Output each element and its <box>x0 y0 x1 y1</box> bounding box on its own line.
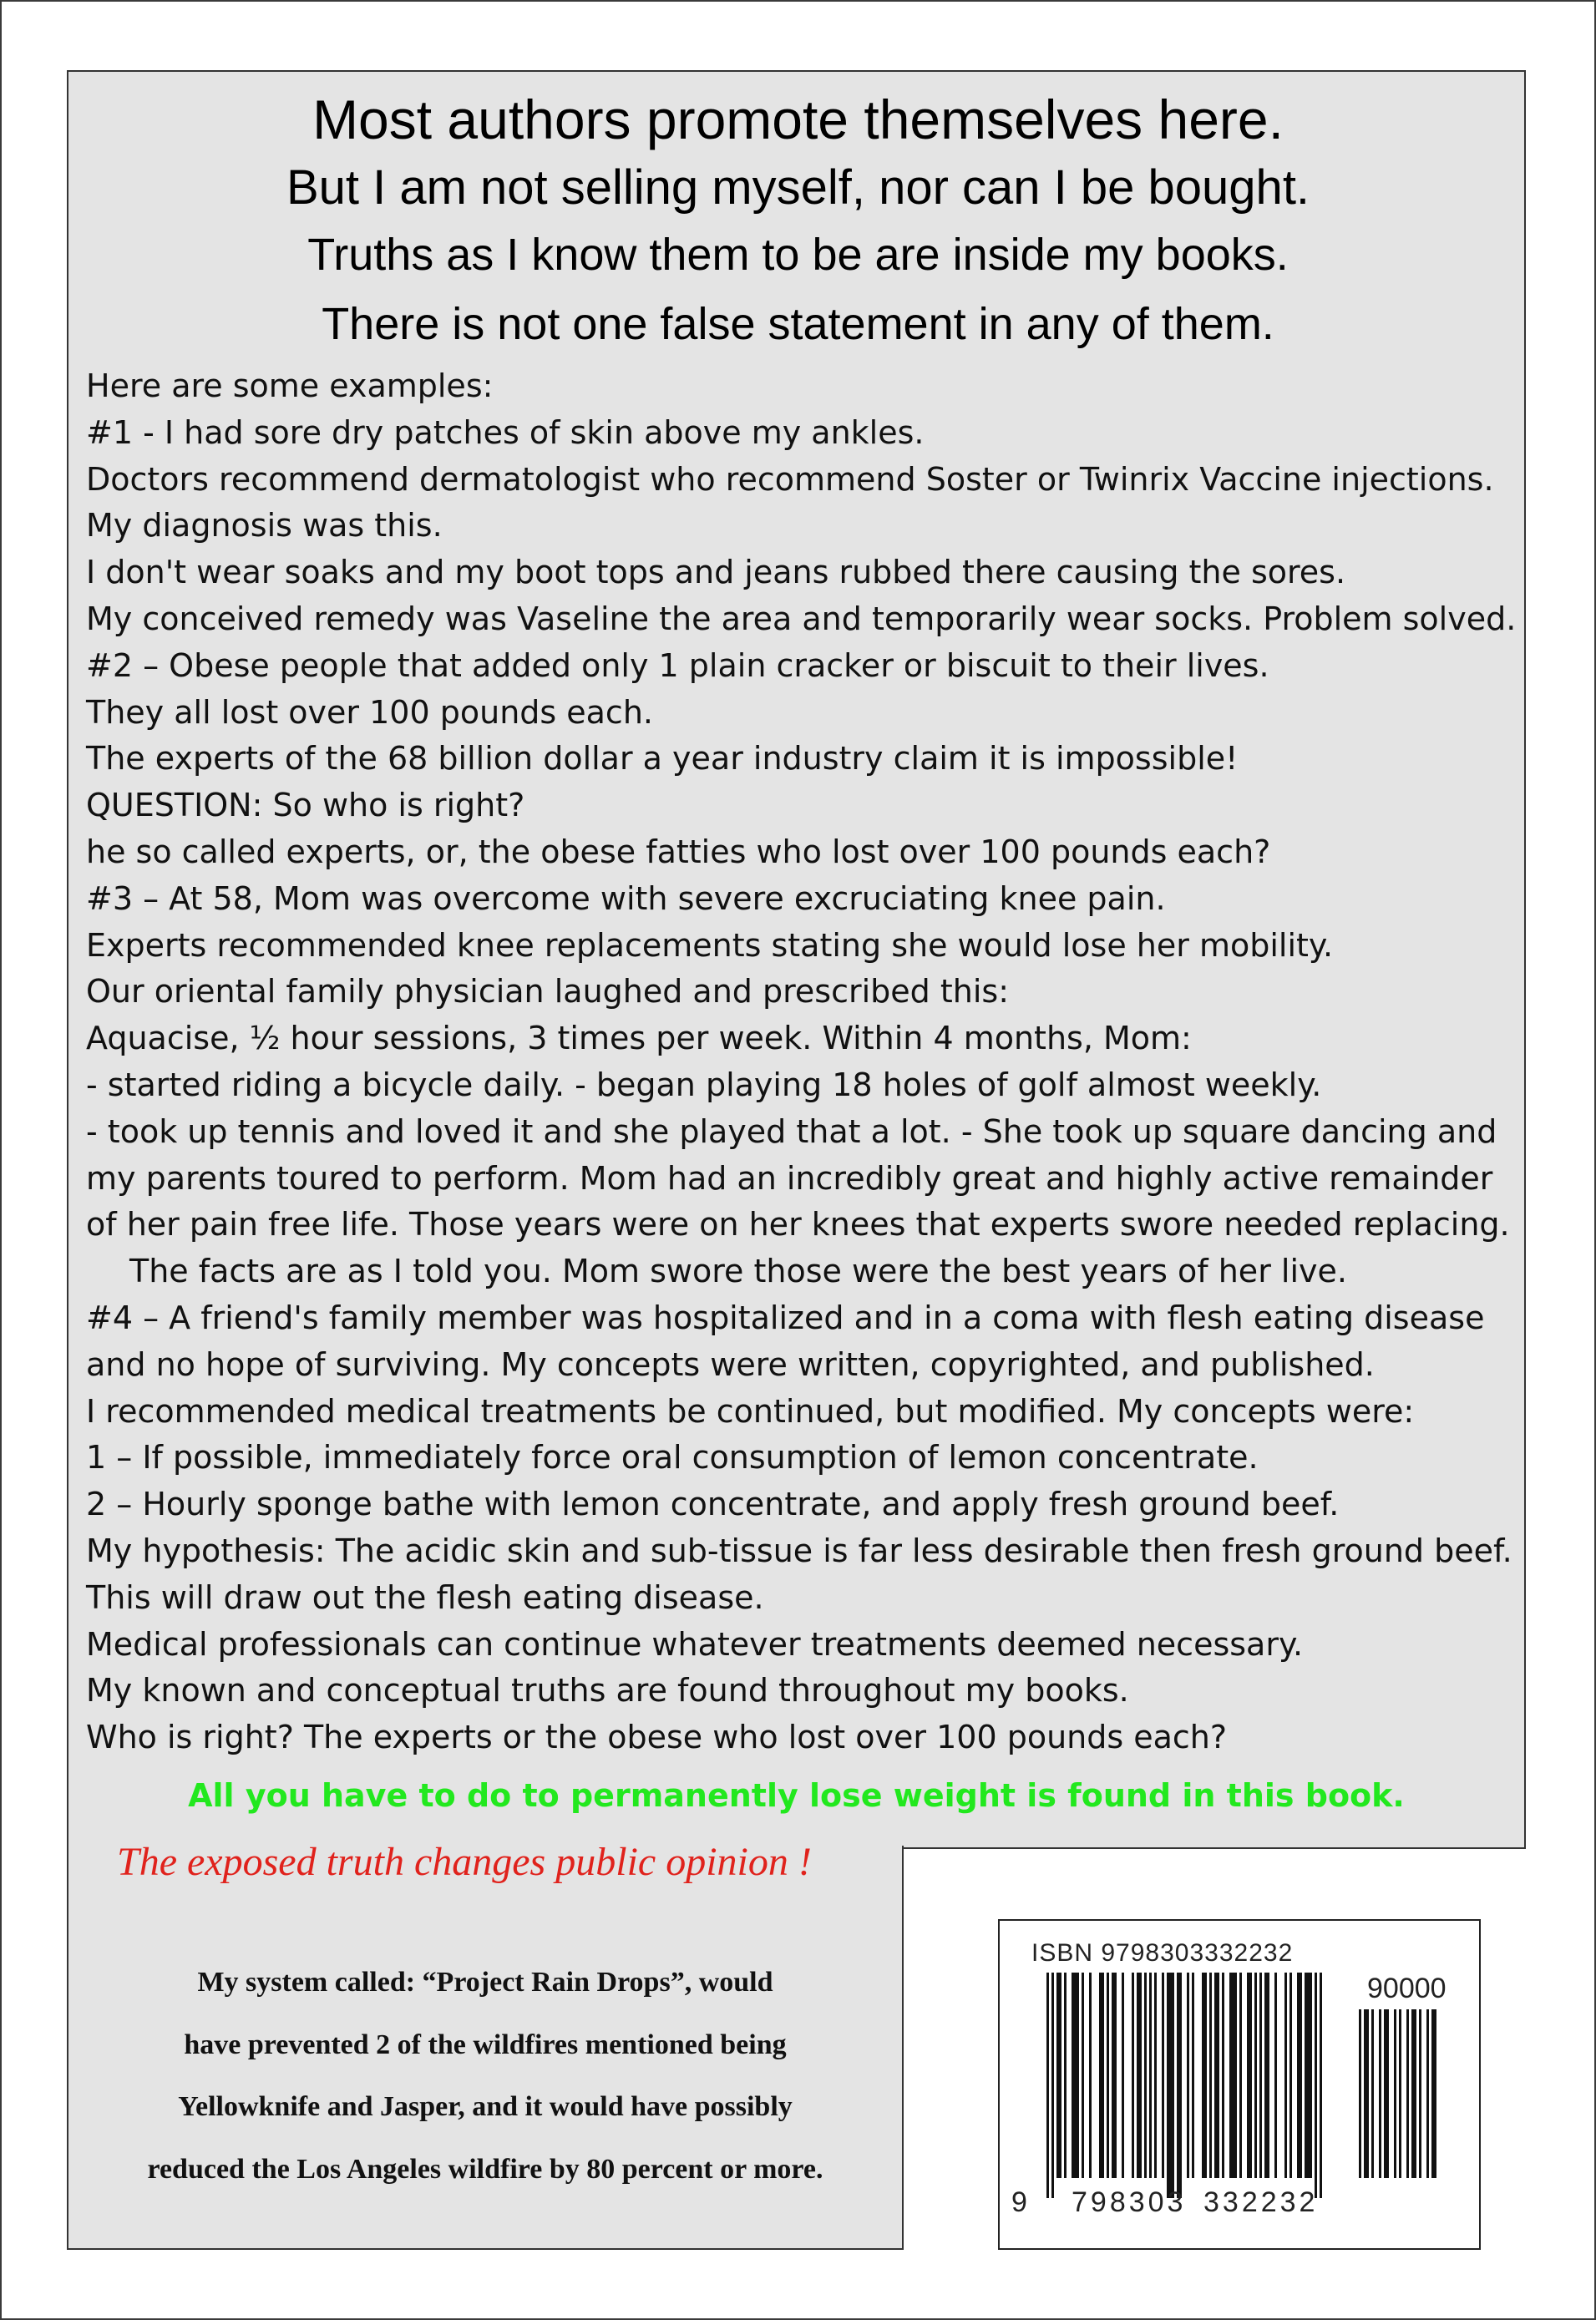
barcode-bar <box>1297 1973 1302 2178</box>
body-line: #2 – Obese people that added only 1 plain cracker or biscuit to their lives. <box>86 646 1269 684</box>
isbn-label: ISBN 9798303332232 <box>1031 1939 1294 1967</box>
barcode-bar <box>1247 1973 1252 2178</box>
barcode-bar <box>1202 1973 1207 2178</box>
barcode-bar <box>1064 1973 1067 2178</box>
body-line: my parents toured to perform. Mom had an incredibly great and highly active remainder <box>86 1159 1493 1197</box>
barcode-bar <box>1099 1973 1104 2178</box>
barcode-bar <box>1072 1973 1079 2178</box>
barcode-bar <box>1406 2009 1409 2178</box>
body-line: My known and conceptual truths are found throughout my books. <box>86 1672 1129 1710</box>
examples-text <box>86 363 1517 1761</box>
headline-3: Truths as I know them to be are inside my books. <box>307 230 1289 280</box>
barcode-bar <box>1056 1973 1061 2178</box>
body-line: Experts recommended knee replacements stating she would lose her mobility. <box>86 926 1334 964</box>
weight-loss-statement: All you have to do to permanently lose weight is found in this book. <box>188 1777 1405 1814</box>
barcode-bar <box>1122 1973 1124 2178</box>
barcode-bar <box>1149 1973 1152 2178</box>
barcode-bar <box>1082 1973 1084 2178</box>
barcode-bars-icon <box>1046 1973 1344 2198</box>
barcode-bar <box>1274 1973 1277 2178</box>
wildfire-paragraph <box>67 1952 904 2201</box>
barcode-bar <box>1426 2009 1429 2178</box>
body-line: #1 - I had sore dry patches of skin above my ankles. <box>86 413 925 451</box>
barcode-bar <box>1371 2009 1374 2178</box>
barcode-bar <box>1177 1973 1182 2198</box>
barcode-bar <box>1112 1973 1117 2178</box>
barcode-bar <box>1229 1973 1237 2178</box>
body-line: I don't wear soaks and my boot tops and jeans rubbed there causing the sores. <box>86 554 1346 591</box>
body-line: Medical professionals can continue whatever treatments deemed necessary. <box>86 1625 1304 1663</box>
barcode-addon-bars-icon <box>1359 2009 1451 2198</box>
barcode-bar <box>1154 1973 1157 2178</box>
barcode-bar <box>1132 1973 1134 2178</box>
barcode-bar <box>1399 2009 1401 2178</box>
body-line: QUESTION: So who is right? <box>86 787 525 824</box>
body-line: They all lost over 100 pounds each. <box>86 693 653 731</box>
barcode-bar <box>1254 1973 1257 2178</box>
body-line: 1 – If possible, immediately force oral consumption of lemon concentrate. <box>86 1439 1259 1477</box>
barcode-bar <box>1187 1973 1189 2178</box>
barcode-bar <box>1144 1973 1147 2178</box>
barcode-bar <box>1419 2009 1421 2178</box>
barcode-bar <box>1305 1973 1312 2178</box>
barcode-bar <box>1167 1973 1174 2198</box>
headline-1: Most authors promote themselves here. <box>312 89 1284 150</box>
body-line: This will draw out the flesh eating disease. <box>86 1578 764 1616</box>
body-line: My hypothesis: The acidic skin and sub-tissue is far less desirable then fresh ground beef. <box>86 1532 1512 1569</box>
body-line: I recommended medical treatments be continued, but modified. My concepts were: <box>86 1392 1415 1430</box>
barcode-bar <box>1089 1973 1092 2178</box>
barcode-bar <box>1315 1973 1317 2198</box>
body-line: 2 – Hourly sponge bathe with lemon concentrate, and apply fresh ground beef. <box>86 1486 1340 1523</box>
barcode-digits-right-group: 332232 <box>1203 2186 1319 2218</box>
body-line: he so called experts, or, the obese fatties who lost over 100 pounds each? <box>86 833 1271 870</box>
barcode-bar <box>1284 1973 1287 2178</box>
barcode-bar <box>1051 1973 1054 2198</box>
body-line: The facts are as I told you. Mom swore those were the best years of her live. <box>129 1253 1347 1290</box>
wildfire-line: Yellowknife and Jasper, and it would have possibly <box>178 2091 793 2122</box>
barcode-bar <box>1264 1973 1269 2178</box>
body-line: The experts of the 68 billion dollar a year industry claim it is impossible! <box>86 740 1239 778</box>
headline-2: But I am not selling myself, nor can I be bought. <box>286 160 1310 215</box>
barcode-bar <box>1046 1973 1049 2198</box>
public-opinion-statement: The exposed truth changes public opinion ! <box>117 1840 812 1884</box>
body-line: #3 – At 58, Mom was overcome with severe excruciating knee pain. <box>86 879 1166 917</box>
barcode-bar <box>1162 1973 1164 2178</box>
barcode-bar <box>1259 1973 1262 2178</box>
body-line: Aquacise, ½ hour sessions, 3 times per week. Within 4 months, Mom: <box>86 1020 1192 1057</box>
barcode-bar <box>1107 1973 1109 2178</box>
barcode-bar <box>1209 1973 1212 2178</box>
barcode-digit-prefix: 9 <box>1011 2186 1027 2218</box>
barcode-bar <box>1222 1973 1224 2178</box>
price-code: 90000 <box>1367 1973 1447 2004</box>
barcode-digits-left-group: 798303 <box>1072 2186 1187 2218</box>
wildfire-line: reduced the Los Angeles wildfire by 80 percent or more. <box>147 2153 823 2185</box>
body-line: and no hope of surviving. My concepts were written, copyrighted, and published. <box>86 1345 1375 1383</box>
body-line: - took up tennis and loved it and she played that a lot. - She took up square dancing and <box>86 1112 1497 1150</box>
barcode-bar <box>1192 1973 1194 2178</box>
body-line: Our oriental family physician laughed and prescribed this: <box>86 973 1010 1011</box>
body-line: Who is right? The experts or the obese who lost over 100 pounds each? <box>86 1719 1228 1756</box>
barcode-bar <box>1364 2009 1369 2178</box>
barcode-bar <box>1411 2009 1416 2178</box>
body-line: #4 – A friend's family member was hospitalized and in a coma with flesh eating disease <box>86 1299 1485 1336</box>
wildfire-line: My system called: “Project Rain Drops”, would <box>197 1967 773 1998</box>
body-line: - started riding a bicycle daily. - began playing 18 holes of golf almost weekly. <box>86 1066 1322 1103</box>
barcode-bar <box>1214 1973 1219 2178</box>
barcode-bar <box>1384 2009 1389 2178</box>
body-line: Doctors recommend dermatologist who recommend Soster or Twinrix Vaccine injections. <box>86 460 1494 498</box>
barcode-bar <box>1137 1973 1142 2178</box>
barcode-bar <box>1431 2009 1436 2178</box>
body-line: Here are some examples: <box>86 367 494 404</box>
isbn-barcode <box>998 1919 1481 2250</box>
body-line: My diagnosis was this. <box>86 507 443 545</box>
wildfire-line: have prevented 2 of the wildfires mentioned being <box>184 2029 787 2060</box>
barcode-bar <box>1359 2009 1361 2178</box>
body-line: of her pain free life. Those years were on her knees that experts swore needed replacing. <box>86 1206 1510 1244</box>
headline-4: There is not one false statement in any of them. <box>322 299 1274 349</box>
barcode-bar <box>1379 2009 1381 2178</box>
barcode-bar <box>1320 1973 1322 2198</box>
barcode-bar <box>1394 2009 1396 2178</box>
body-line: My conceived remedy was Vaseline the area and temporarily wear socks. Problem solved. <box>86 600 1517 637</box>
barcode-bar <box>1289 1973 1292 2178</box>
barcode-bar <box>1239 1973 1242 2178</box>
